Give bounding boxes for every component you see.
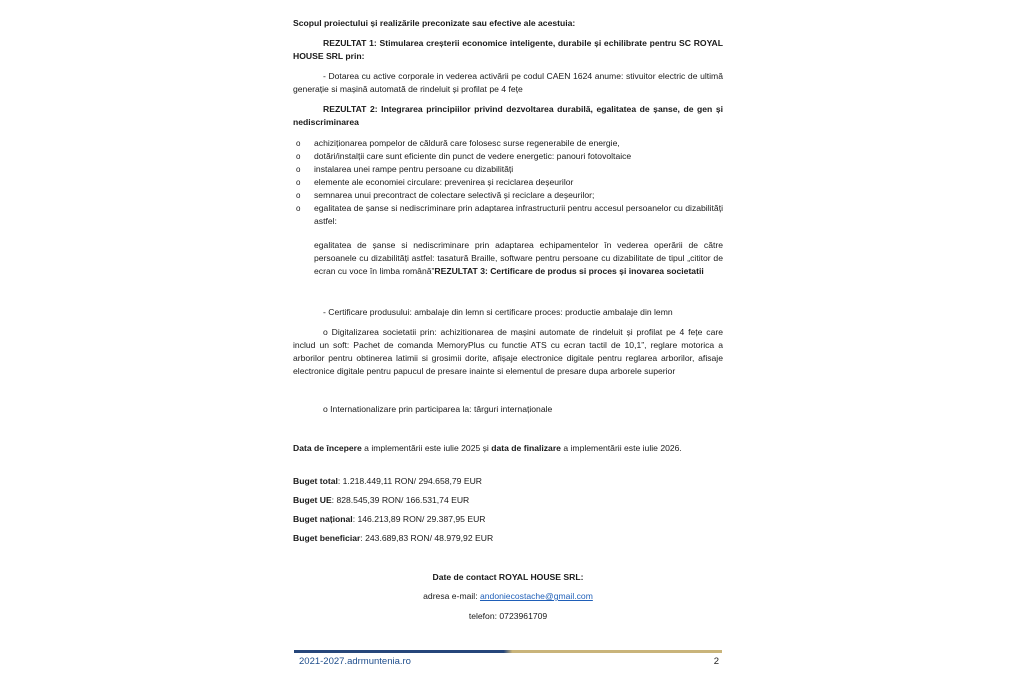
rezultat-2-continuation [314,239,723,278]
rezultat-3-title: REZULTAT 3: Certificare de produs si proces și inovarea societatii [434,266,704,276]
list-item-text: dotări/instalții care sunt eficiente din punct de vedere energetic: panouri fotovoltaice [314,151,632,161]
bullet-marker: o [296,178,301,187]
rezultat-2-bullet-list [293,137,723,228]
budget-total [293,475,723,488]
budget-ue [293,494,723,507]
list-item-text: achiziționarea pompelor de căldură care folosesc surse regenerabile de energie, [314,138,620,148]
rezultat-1-item: - Dotarea cu active corporale in vederea activării pe codul CAEN 1624 anume: stivuitor electric de ultimă generație si mașină automată de rindeluit și profilat pe 4 fețe [293,71,723,94]
contact-email-line [293,590,723,603]
bullet-marker: o [296,152,301,161]
bullet-marker: o [296,165,301,174]
list-item [293,163,723,176]
rezultat-2-title: REZULTAT 2: Integrarea principiilor privind dezvoltarea durabilă, egalitatea de șanse, de gen și nediscriminarea [293,104,723,127]
start-date-label: Data de începere [293,443,362,453]
list-item-text: semnarea unui precontract de colectare selectivă și reciclare a deșeurilor; [314,190,595,200]
email-label: adresa e-mail: [423,591,480,601]
end-date-text: a implementării este iulie 2026. [560,443,682,453]
contact-phone: telefon: 0723961709 [468,611,548,621]
budget-value: : 146.213,89 RON/ 29.387,95 EUR [352,514,486,524]
contact-title: Date de contact ROYAL HOUSE SRL: [432,572,584,582]
continuation-text: egalitatea de șanse si nediscriminare prin adaptarea echipamentelor în vederea operării de către persoanele cu dizabilități astfel: tasatură Braille, software pentru persoane cu dizabilitate de tipul „cititor de ecran cu voce în limba română” [314,240,723,276]
budget-label: Buget național [293,514,353,524]
rezultat-3-item-certificare: - Certificare produsului: ambalaje din lemn si certificare proces: productie ambalaje din lemn [323,307,673,317]
budget-national [293,513,723,526]
budget-beneficiar [293,532,723,545]
footer-divider [294,650,722,653]
implementation-dates [293,442,723,455]
list-item-text: egalitatea de șanse si nediscriminare prin adaptarea infrastructurii pentru accesul persoanelor cu dizabilități astfel: [314,203,723,226]
bullet-marker: o [296,139,301,148]
budget-label: Buget total [293,476,338,486]
document-page [293,0,723,682]
list-item-text: instalarea unei rampe pentru persoane cu dizabilități [314,164,514,174]
list-item [293,176,723,189]
list-item [293,189,723,202]
budget-value: : 243.689,83 RON/ 48.979,92 EUR [360,533,494,543]
budget-value: : 828.545,39 RON/ 166.531,74 EUR [331,495,470,505]
list-item [293,137,723,150]
end-date-label: data de finalizare [491,443,561,453]
section-heading: Scopul proiectului și realizările preconizate sau efective ale acestuia: [293,18,576,28]
list-item [293,150,723,163]
budget-value: : 1.218.449,11 RON/ 294.658,79 EUR [337,476,482,486]
budget-label: Buget UE [293,495,332,505]
start-date-text: a implementării este iulie 2025 și [361,443,492,453]
list-item-text: elemente ale economiei circulare: prevenirea și reciclarea deșeurilor [314,177,574,187]
email-link[interactable]: andoniecostache@gmail.com [479,591,593,601]
rezultat-3-item-digitalizare: o Digitalizarea societatii prin: achizitionarea de mașini automate de rindeluit și profilat pe 4 fețe care includ un soft: Pachet de comanda MemoryPlus cu functie ATS cu ecran tactil de 10,1”, reglare motorica a arborilor pentru obtinerea latimii si grosimii dorite, afișaje electronice digitale pentru reglarea arborilor, afisaje electronice digitale pentru papucul de presare inainte si elementul de presare dupa arborele superior [293,327,723,376]
rezultat-3-item-internationalizare: o Internationalizare prin participarea la: târguri internaționale [323,404,553,414]
rezultat-1-title: REZULTAT 1: Stimularea creșterii economice inteligente, durabile și echilibrate pentru SC ROYAL HOUSE SRL prin: [293,38,723,61]
bullet-marker: o [296,191,301,200]
budget-label: Buget beneficiar [293,533,361,543]
footer-url: 2021-2027.adrmuntenia.ro [299,656,411,667]
list-item [293,202,723,228]
bullet-marker: o [296,204,301,213]
page-number: 2 [713,656,719,667]
